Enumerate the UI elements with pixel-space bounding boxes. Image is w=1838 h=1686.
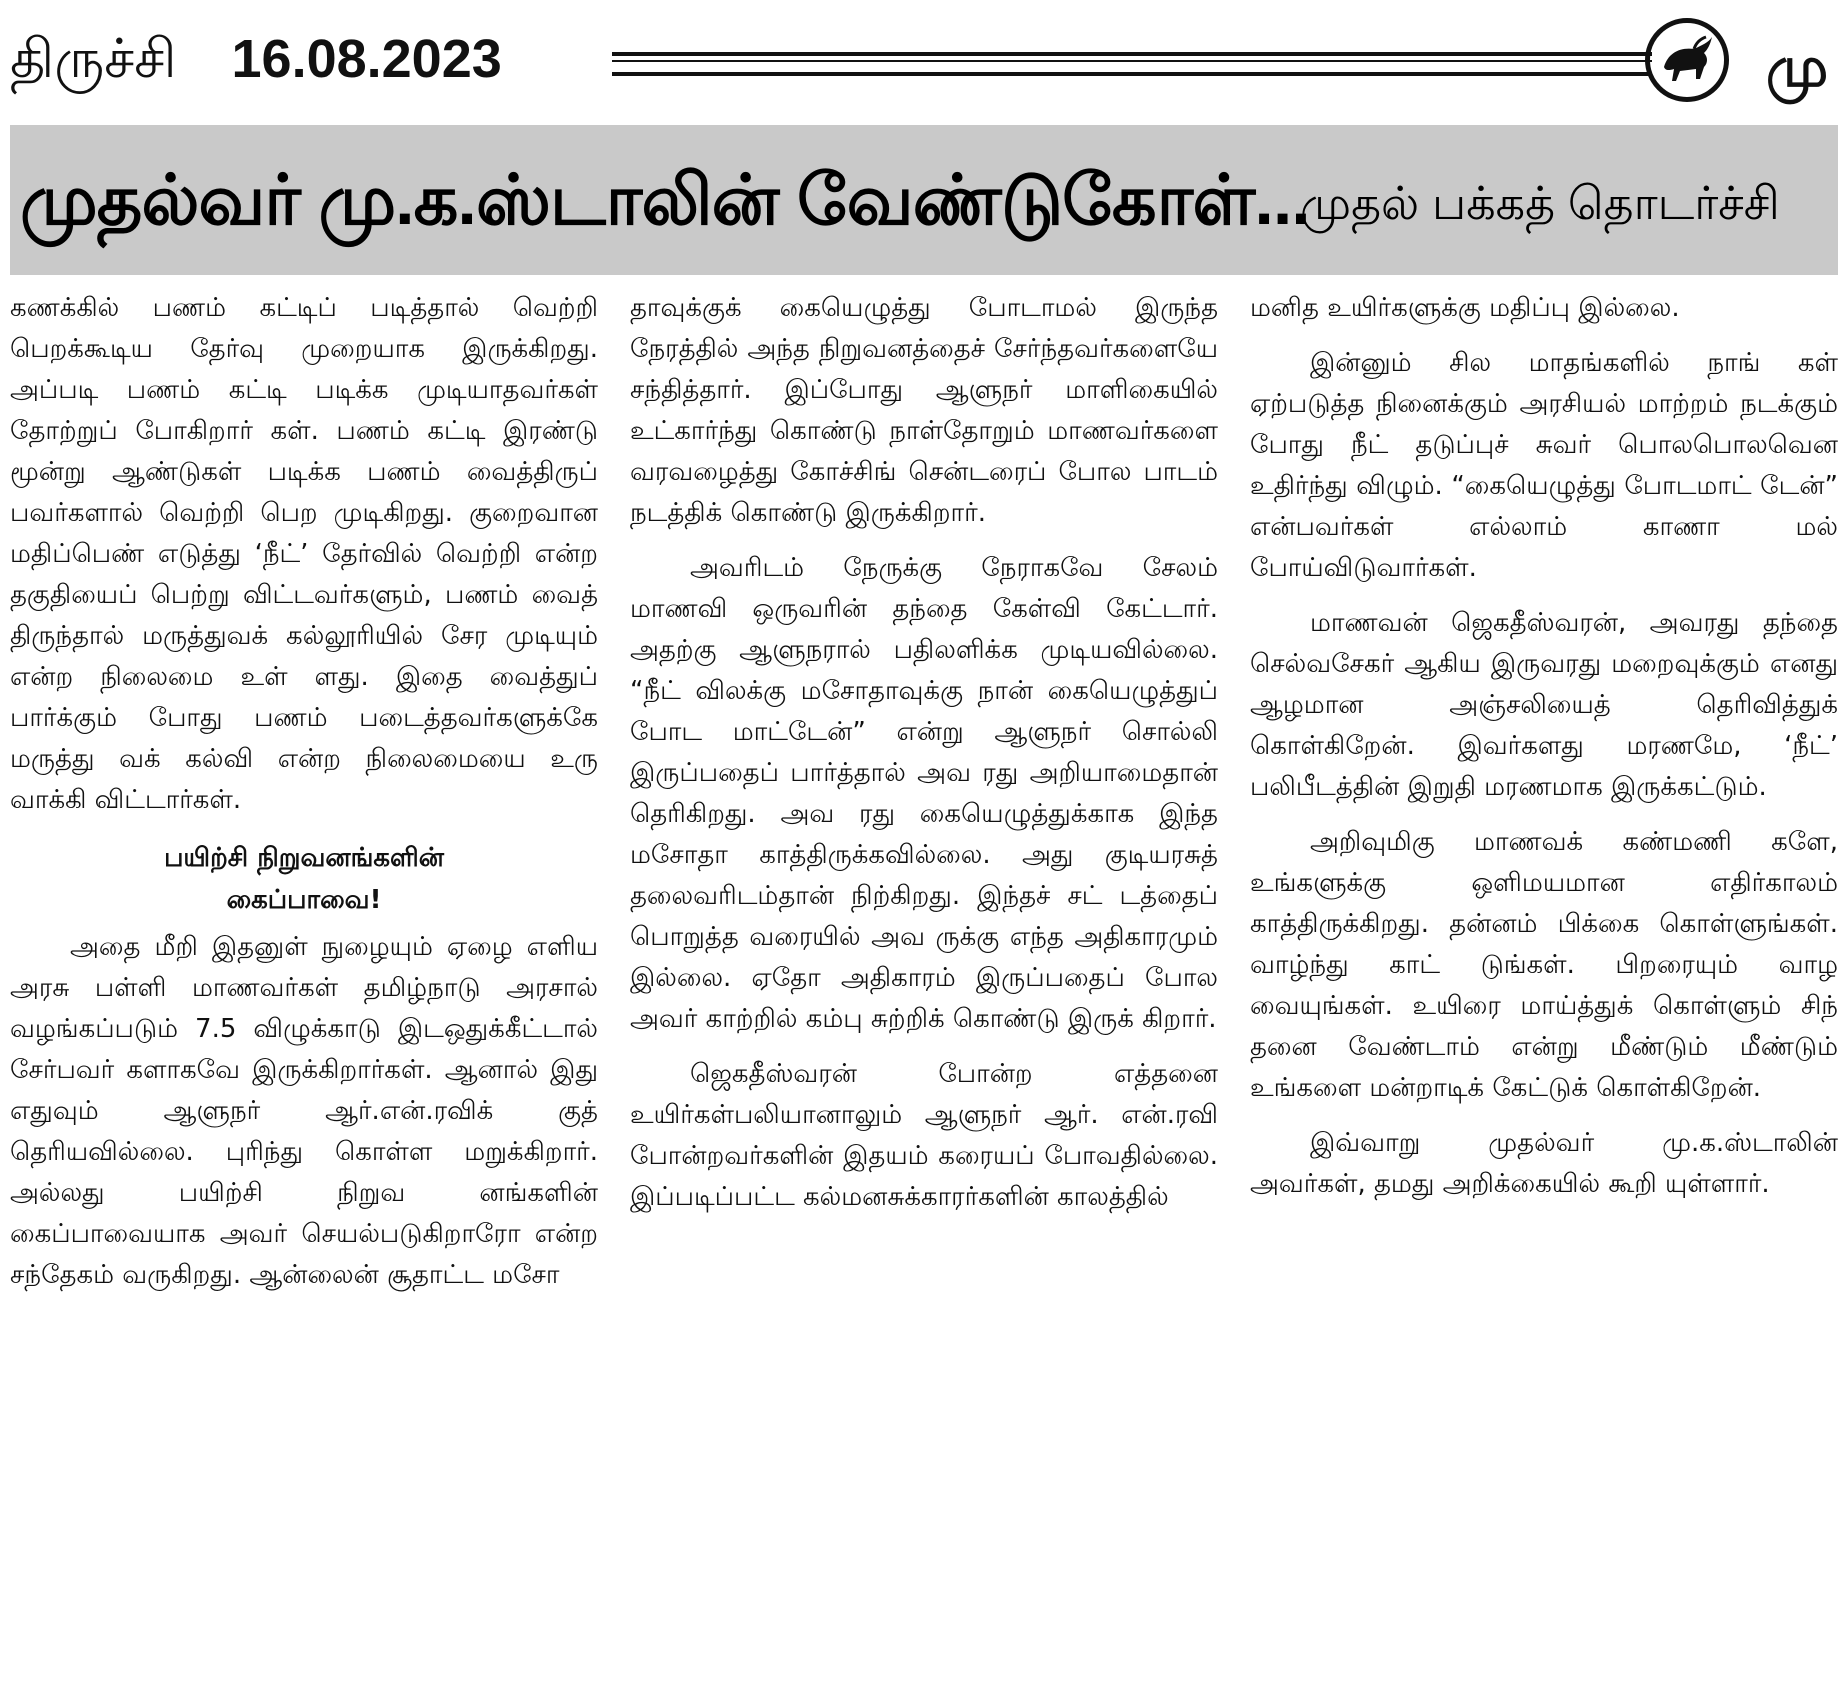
city-name: திருச்சி (10, 29, 177, 89)
paragraph: மாணவன் ஜெகதீஸ்வரன், அவரது தந்தை செல்வசேகர் ஆகிய இருவரது மறைவுக்கும் எனது ஆழமான அஞ்சலியைத் தெரிவித்துக் கொள்கிறேன். இவர்களது மரணமே, ‘நீட்’ பலிபீடத்தின் இறுதி மரணமாக இருக்கட்டும். (1250, 608, 1838, 802)
headline-continuation: முதல் பக்கத் தொடர்ச்சி (1300, 177, 1780, 229)
subheading-line: பயிற்சி நிறுவனங்களின் (164, 843, 444, 873)
headline: முதல்வர் மு.க.ஸ்டாலின் வேண்டுகோள்... (20, 161, 1310, 239)
paper-name-fragment: மு (1766, 35, 1829, 98)
paragraph: தாவுக்குக் கையெழுத்து போடாமல் இருந்த நேரத்தில் அந்த நிறுவனத்தைச் சேர்ந்தவர்களையே சந்தித்தார். இப்போது ஆளுநர் மாளிகையில் உட்கார்ந்து கொண்டு நாள்தோறும் மாணவர்களை வரவழைத்து கோச்சிங் சென்டரைப் போல பாடம் நடத்திக் கொண்டு இருக்கிறார். (630, 293, 1218, 528)
article-column-1 (10, 288, 598, 1296)
paragraph: அதை மீறி இதனுள் நுழையும் ஏழை எளிய அரசு பள்ளி மாணவர்கள் தமிழ்நாடு அரசால் வழங்கப்படும் 7.5 விழுக்காடு இடஒதுக்கீட்டால் சேர்பவர் களாகவே இருக்கிறார்கள். ஆனால் இது எதுவும் ஆளுநர் ஆர்.என்.ரவிக் குத் தெரியவில்லை. புரிந்து கொள்ள மறுக்கிறார். அல்லது பயிற்சி நிறுவ னங்களின் கைப்பாவையாக அவர் செயல்படுகிறாரோ என்ற சந்தேகம் வருகிறது. ஆன்லைன் சூதாட்ட மசோ (10, 932, 598, 1290)
paragraph: அவரிடம் நேருக்கு நேராகவே சேலம் மாணவி ஒருவரின் தந்தை கேள்வி கேட்டார். அதற்கு ஆளுநரால் பதிலளிக்க முடியவில்லை. “நீட் விலக்கு மசோதாவுக்கு நான் கையெழுத்துப் போட மாட்டேன்” என்று ஆளுநர் சொல்லி இருப்பதைப் பார்த்தால் அவ ரது அறியாமைதான் தெரிகிறது. அவ ரது கையெழுத்துக்காக இந்த மசோதா காத்திருக்கவில்லை. அது குடியரசுத் தலைவரிடம்தான் நிற்கிறது. இந்தச் சட் டத்தைப் பொறுத்த வரையில் அவ ருக்கு எந்த அதிகாரமும் இல்லை. ஏதோ அதிகாரம் இருப்பதைப் போல அவர் காற்றில் கம்பு சுற்றிக் கொண்டு இருக் கிறார். (630, 553, 1218, 1034)
article-column-3 (1250, 288, 1838, 1205)
issue-date: 16.08.2023 (231, 29, 502, 89)
paragraph: ஜெகதீஸ்வரன் போன்ற எத்தனை உயிர்கள்பலியானாலும் ஆளுநர் ஆர். என்.ரவி போன்றவர்களின் இதயம் கரையப் போவதில்லை. இப்படிப்பட்ட கல்மனசுக்காரர்களின் காலத்தில் (630, 1059, 1218, 1212)
paragraph: கணக்கில் பணம் கட்டிப் படித்தால் வெற்றி பெறக்கூடிய தேர்வு முறையாக இருக்கிறது. அப்படி பணம் கட்டி படிக்க முடியாதவர்கள் தோற்றுப் போகிறார் கள். பணம் கட்டி இரண்டு மூன்று ஆண்டுகள் படிக்க பணம் வைத்திருப் பவர்களால் வெற்றி பெற முடிகிறது. குறைவான மதிப்பெண் எடுத்து ‘நீட்’ தேர்வில் வெற்றி என்ற தகுதியைப் பெற்று விட்டவர்களும், பணம் வைத் திருந்தால் மருத்துவக் கல்லூரியில் சேர முடியும் என்ற நிலைமை உள் ளது. இதை வைத்துப் பார்க்கும் போது பணம் படைத்தவர்களுக்கே மருத்து வக் கல்வி என்ற நிலைமையை உரு வாக்கி விட்டார்கள். (10, 293, 598, 815)
masthead (0, 0, 1838, 118)
paragraph: இன்னும் சில மாதங்களில் நாங் கள் ஏற்படுத்த நினைக்கும் அரசியல் மாற்றம் நடக்கும் போது நீட் தடுப்புச் சுவர் பொலபொலவென உதிர்ந்து விழும். “கையெழுத்து போடமாட் டேன்” என்பவர்கள் எல்லாம் காணா மல் போய்விடுவார்கள். (1250, 348, 1838, 583)
masthead-rule (612, 52, 1652, 76)
paragraph: இவ்வாறு முதல்வர் மு.க.ஸ்டாலின் அவர்கள், தமது அறிக்கையில் கூறி யுள்ளார். (1250, 1128, 1838, 1199)
subheading (10, 837, 598, 921)
article-column-2 (630, 288, 1218, 1218)
paragraph: அறிவுமிகு மாணவக் கண்மணி களே, உங்களுக்கு ஒளிமயமான எதிர்காலம் காத்திருக்கிறது. தன்னம் பிக்கை கொள்ளுங்கள். வாழ்ந்து காட் டுங்கள். பிறரையும் வாழ வையுங்கள். உயிரை மாய்த்துக் கொள்ளும் சிந் தனை வேண்டாம் என்று மீண்டும் மீண்டும் உங்களை மன்றாடிக் கேட்டுக் கொள்கிறேன். (1250, 827, 1838, 1103)
subheading-line: கைப்பாவை! (226, 885, 382, 915)
bull-emblem-icon (1645, 18, 1729, 102)
dateline (10, 28, 502, 98)
paragraph: மனித உயிர்களுக்கு மதிப்பு இல்லை. (1250, 293, 1680, 323)
